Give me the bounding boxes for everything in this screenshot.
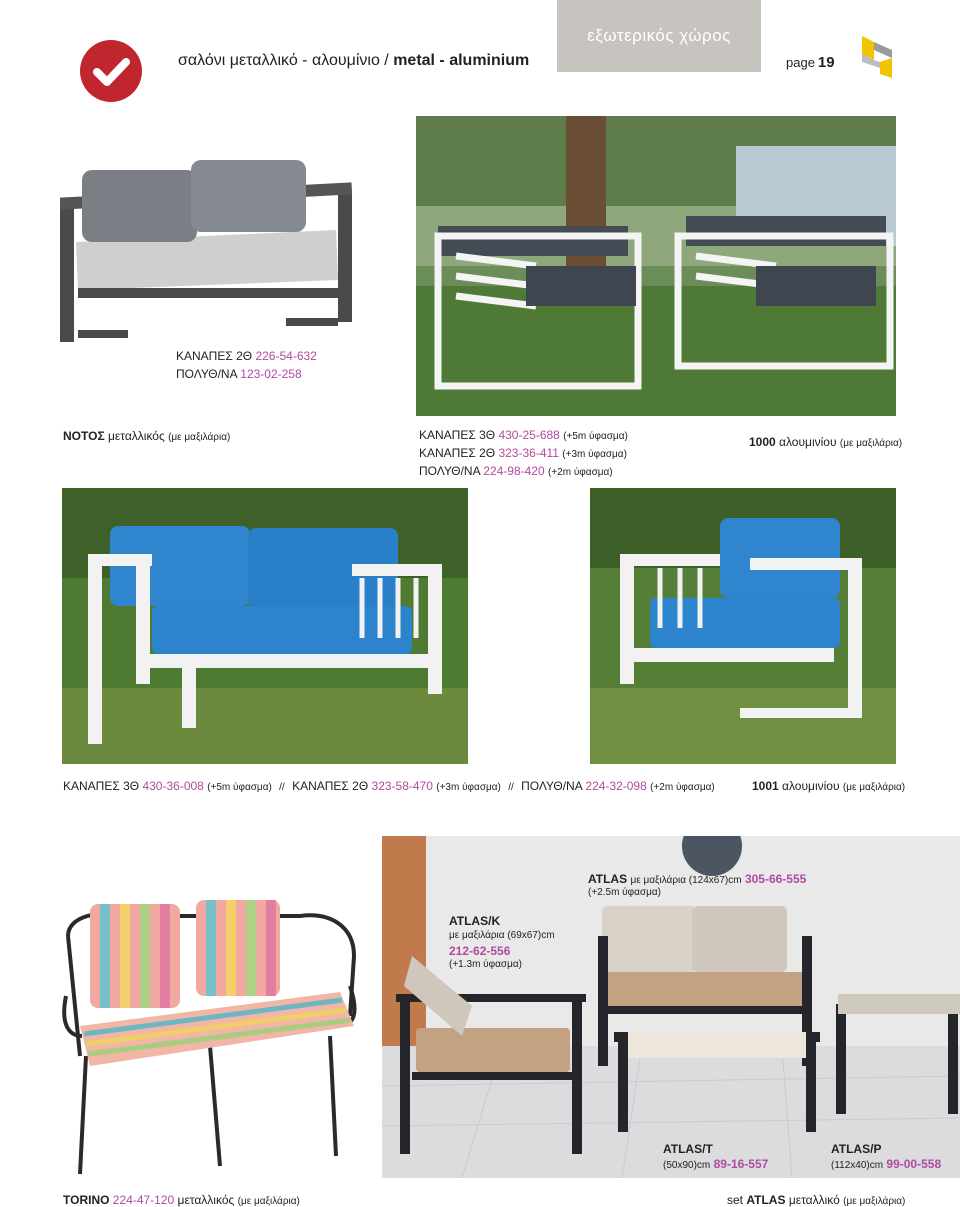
set-1001-item-label: ΠΟΛΥΘ/ΝΑ (521, 779, 583, 793)
set-1001-item-code: 323-58-470 (371, 779, 433, 793)
notos-sofa-photo (56, 150, 360, 345)
torino-code: 224-47-120 (112, 1193, 175, 1207)
atlas-t-name: ATLAS/T (663, 1142, 713, 1156)
set-1000-line-3 (419, 463, 613, 481)
atlas-set-name: ATLAS (746, 1193, 786, 1207)
atlas-k-name: ATLAS/K (449, 914, 501, 928)
set-1000-photo (416, 116, 896, 416)
set-1000-note: (με μαξιλάρια) (839, 438, 903, 449)
section-tab (557, 0, 761, 72)
atlas-set-caption (727, 1192, 905, 1207)
notos-note: (με μαξιλάρια) (168, 432, 231, 443)
notos-sofa-caption (176, 348, 317, 364)
set-1000-line-code: 430-25-688 (498, 428, 560, 442)
set-1001-name: 1001 (752, 779, 779, 793)
torino-name: TORINO (63, 1193, 110, 1207)
set-1000-line-code: 224-98-420 (483, 464, 545, 478)
set-1000-line-extra: (+5m ύφασμα) (563, 431, 628, 442)
title-english: metal - aluminium (393, 52, 530, 69)
set-1000-desc: αλουμινίου (779, 435, 837, 449)
set-1000-line-label: ΠΟΛΥΘ/ΝΑ (419, 464, 480, 478)
set-1001-item-label: ΚΑΝΑΠΕΣ 3Θ (63, 779, 140, 793)
set-1000-line-label: ΚΑΝΑΠΕΣ 3Θ (419, 428, 496, 442)
torino-desc: μεταλλικός (177, 1193, 235, 1207)
atlas-p-code: 99-00-558 (886, 1157, 942, 1171)
notos-sofa-label: ΚΑΝΑΠΕΣ 2Θ (176, 349, 253, 363)
set-1000-line-code: 323-36-411 (498, 446, 559, 460)
atlas-set-prefix: set (727, 1193, 744, 1207)
page-title (178, 52, 529, 70)
set-1001-separator: // (508, 782, 514, 793)
atlas-p-name: ATLAS/P (831, 1142, 882, 1156)
set-1001-item-label: ΚΑΝΑΠΕΣ 2Θ (292, 779, 369, 793)
atlas-t-caption (663, 1156, 768, 1174)
page-number: 19 (817, 54, 835, 71)
set-1001-sofa-photo (62, 488, 468, 764)
atlas-p-size: (112x40)cm (831, 1160, 884, 1171)
notos-desc: μεταλλικός (108, 429, 165, 443)
set-1001-desc: αλουμινίου (782, 779, 840, 793)
atlas-k-extra: (+1.3m ύφασμα) (449, 959, 522, 970)
atlas-set-desc: μεταλλικό (788, 1193, 840, 1207)
atlas-p-caption (831, 1156, 941, 1174)
atlas-main-extra: (+2.5m ύφασμα) (588, 887, 661, 898)
atlas-set-note: (με μαξιλάρια) (843, 1196, 906, 1207)
notos-chair-code: 123-02-258 (240, 367, 302, 381)
set-1001-item-extra: (+2m ύφασμα) (650, 782, 715, 793)
check-badge (80, 40, 142, 102)
atlas-t-code: 89-16-557 (713, 1157, 769, 1171)
notos-sofa-code: 226-54-632 (255, 349, 317, 363)
atlas-main-name: ATLAS (588, 872, 628, 886)
set-1001-separator: // (279, 782, 285, 793)
atlas-k-desc: με μαξιλάρια (69x67)cm (449, 930, 555, 941)
set-1000-line-extra: (+2m ύφασμα) (548, 467, 613, 478)
set-1001-chair-photo (590, 488, 896, 764)
set-1000-line-extra: (+3m ύφασμα) (562, 449, 627, 460)
set-1001-item-extra: (+5m ύφασμα) (207, 782, 272, 793)
torino-bench-photo (60, 896, 360, 1178)
set-1000-line-label: ΚΑΝΑΠΕΣ 2Θ (419, 446, 496, 460)
torino-caption (63, 1192, 300, 1207)
notos-name: ΝΟΤΟΣ (63, 429, 105, 443)
check-icon (80, 40, 142, 102)
notos-name-caption (63, 428, 230, 446)
set-1001-item-code: 224-32-098 (585, 779, 647, 793)
set-1001-note: (με μαξιλάρια) (842, 782, 906, 793)
atlas-t-size: (50x90)cm (663, 1160, 711, 1171)
torino-note: (με μαξιλάρια) (237, 1196, 300, 1207)
set-1001-caption (63, 778, 715, 796)
set-1001-item-extra: (+3m ύφασμα) (436, 782, 501, 793)
set-1001-name-caption (752, 778, 905, 796)
atlas-k-code: 212-62-556 (449, 944, 511, 958)
page-indicator (786, 54, 835, 71)
atlas-main-desc: με μαξιλάρια (124x67)cm (630, 875, 742, 886)
notos-chair-caption (176, 366, 302, 382)
section-label: εξωτερικός χώρος (587, 26, 731, 45)
set-1000-name: 1000 (749, 435, 776, 449)
title-greek: σαλόνι μεταλλικό - αλουμίνιο / (178, 52, 389, 69)
atlas-main-code: 305-66-555 (744, 872, 807, 886)
set-1001-item-code: 430-36-008 (142, 779, 204, 793)
set-1000-name-caption (749, 434, 902, 452)
folded-ribbon-logo-icon (858, 34, 898, 80)
set-1000-line-1 (419, 427, 628, 445)
set-1000-line-2 (419, 445, 627, 463)
page-word: page (786, 55, 815, 70)
notos-chair-label: ΠΟΛΥΘ/ΝΑ (176, 367, 237, 381)
